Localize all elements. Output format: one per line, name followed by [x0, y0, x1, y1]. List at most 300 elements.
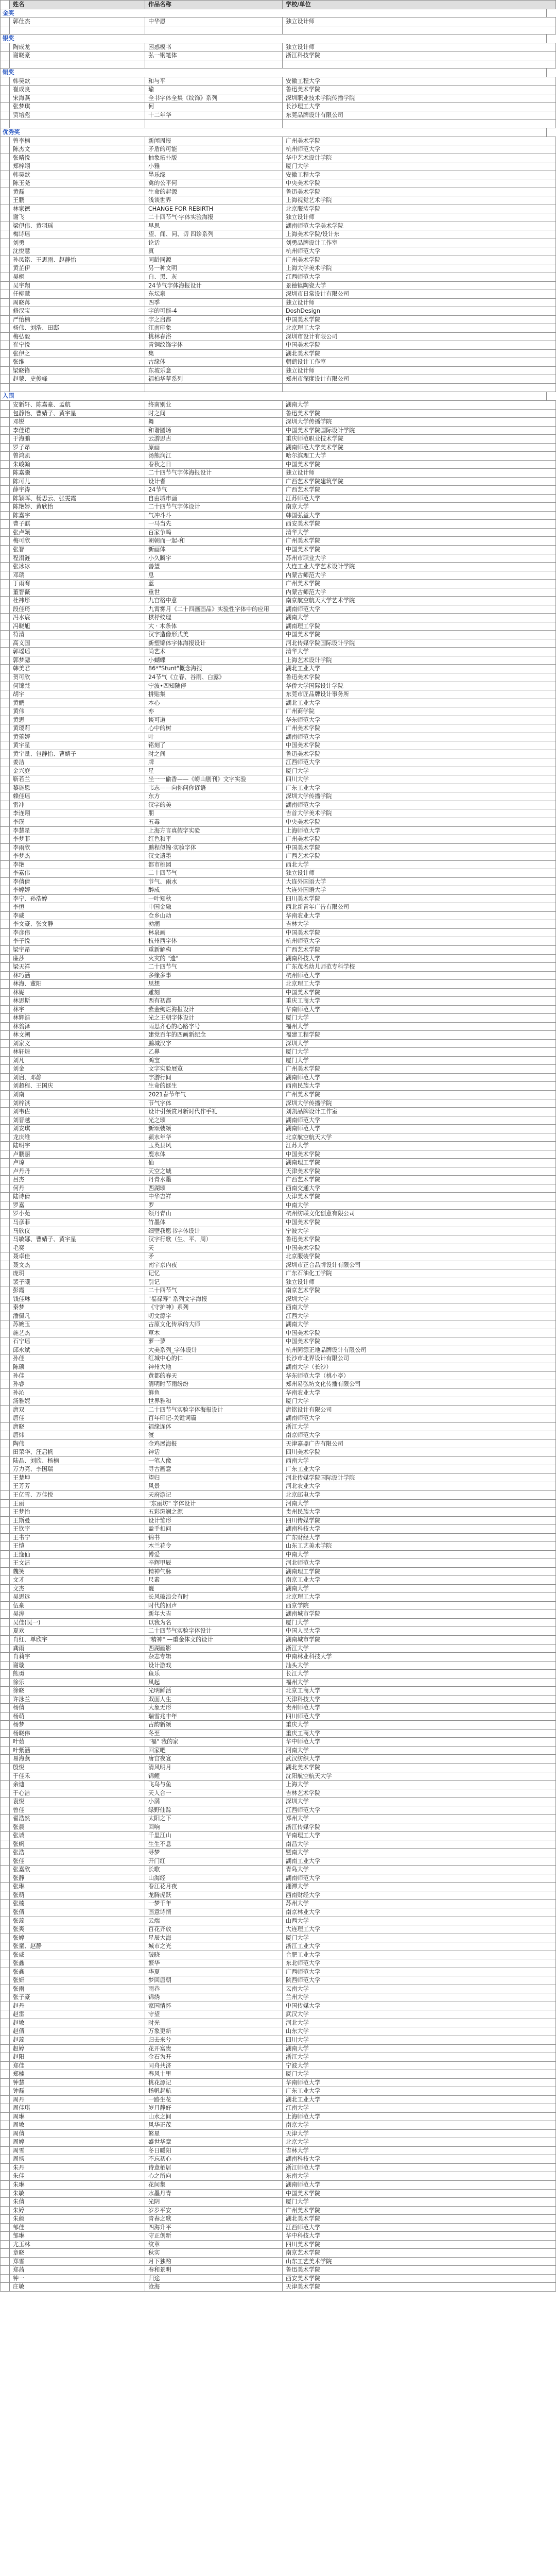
table-row: [0, 1184, 556, 1193]
cell-name: 修汉宝: [9, 307, 145, 315]
row-marker: [0, 1244, 9, 1252]
table-row: [0, 1363, 556, 1372]
cell-school: 广西艺术学院: [282, 852, 556, 860]
cell-name: 周婷: [9, 2138, 145, 2146]
cell-name: 张雨: [9, 1985, 145, 1993]
table-row: [0, 1150, 556, 1159]
cell-name: 朱丹: [9, 2164, 145, 2172]
cell-work: 福柏华草系列: [145, 375, 282, 383]
cell-work: 光之王朝字体设计: [145, 1014, 282, 1022]
table-row: [0, 1959, 556, 1968]
cell-name: 李子悦: [9, 937, 145, 945]
table-row: [0, 1747, 556, 1755]
cell-work: 小蝴蝶: [145, 656, 282, 665]
row-marker: [0, 230, 9, 239]
cell-work: 鲜鱼: [145, 1389, 282, 1397]
row-marker: [0, 1679, 9, 1687]
table-row: [0, 2266, 556, 2275]
table-row: [0, 1721, 556, 1730]
cell-school: 天津嘉鼎广告有限公司: [282, 1440, 556, 1448]
cell-work: "东丽坊" 字体设计: [145, 1500, 282, 1508]
table-row: [0, 401, 556, 410]
cell-work: 世界雅和: [145, 1397, 282, 1405]
cell-work: CHANGE FOR REBIRTH: [145, 205, 282, 213]
cell-school: 清华大学: [282, 529, 556, 537]
cell-work: 《守护神》系列: [145, 1303, 282, 1312]
cell-name: 曾李楠: [9, 137, 145, 145]
cell-work: 和与平: [145, 77, 282, 86]
cell-school: 广西艺术学院建筑学院: [282, 478, 556, 486]
cell-work: 星: [145, 767, 282, 775]
cell-name: 文杰: [9, 1585, 145, 1593]
row-marker: [0, 699, 9, 707]
cell-name: 李彦伟: [9, 929, 145, 937]
cell-school: 湖南大学: [282, 2045, 556, 2053]
cell-school: 福州大学: [282, 1679, 556, 1687]
row-marker: [0, 1440, 9, 1448]
cell-school: 湖南城市学院: [282, 1636, 556, 1644]
cell-school: 厦门大学: [282, 1057, 556, 1065]
cell-name: 周琳: [9, 2113, 145, 2121]
row-marker: [0, 903, 9, 911]
row-marker: [0, 1431, 9, 1439]
table-row: [0, 1320, 556, 1329]
cell-work: 四海升平: [145, 2224, 282, 2232]
cell-school: 中国美术学院: [282, 844, 556, 852]
row-marker: [0, 239, 9, 247]
cell-work: 渡: [145, 1431, 282, 1439]
table-row: [0, 1244, 556, 1253]
cell-name: 林巧涵: [9, 972, 145, 980]
cell-work: 城市之光: [145, 1942, 282, 1951]
row-marker: [0, 503, 9, 511]
cell-name: 林轩煌: [9, 1048, 145, 1056]
cell-name: 谢晓豪: [9, 52, 145, 60]
cell-work: 棋杼纹理: [145, 614, 282, 622]
table-row: [0, 665, 556, 673]
cell-school: 大连外国语大学: [282, 886, 556, 894]
cell-name: 叶茹: [9, 1738, 145, 1746]
cell-work: 冬至: [145, 1730, 282, 1738]
cell-work: 巍: [145, 1585, 282, 1593]
cell-work: 繁华: [145, 1959, 282, 1968]
cell-school: 苏州市职业大学: [282, 554, 556, 563]
cell-school: 深圳大学: [282, 1295, 556, 1303]
table-row: [0, 707, 556, 716]
cell-work: 锦鲤: [145, 1772, 282, 1781]
cell-work: 抽象拓扑版: [145, 154, 282, 162]
cell-school: 华中艺术设计学院: [282, 154, 556, 162]
cell-name: 邹佳: [9, 2224, 145, 2232]
row-marker: [0, 1142, 9, 1150]
cell-name: [9, 120, 145, 128]
cell-school: 唐铭设计有限公司: [282, 1406, 556, 1414]
table-row: [0, 1176, 556, 1184]
cell-work: 竹墨体: [145, 1218, 282, 1227]
cell-work: 一路生花: [145, 2096, 282, 2104]
row-marker: [0, 2010, 9, 2019]
cell-name: 孙沁: [9, 1389, 145, 1397]
row-marker: [0, 1406, 9, 1414]
cell-name: 黄宇星: [9, 741, 145, 750]
table-row: [0, 2155, 556, 2164]
cell-school: 安徽工程大学: [282, 171, 556, 179]
cell-work: 春秋之日: [145, 461, 282, 469]
cell-name: 黎施恩: [9, 784, 145, 792]
cell-school: 江西师范大学: [282, 758, 556, 767]
cell-work: 光明鲜活: [145, 1687, 282, 1695]
cell-work: 江南印象: [145, 324, 282, 332]
cell-name: 林辉浩: [9, 1014, 145, 1022]
table-row: [0, 282, 556, 291]
table-row: [0, 2224, 556, 2232]
cell-name: 孙凤铭、王思雨、赵静怡: [9, 256, 145, 264]
row-marker: [0, 1593, 9, 1601]
cell-work: 盈手扣问: [145, 1525, 282, 1533]
row-marker: [0, 1091, 9, 1099]
cell-name: 张静: [9, 1874, 145, 1883]
cell-school: 独立设计师: [282, 869, 556, 877]
cell-school: 西京学院: [282, 1602, 556, 1610]
cell-work: 冬日暖阳: [145, 2147, 282, 2155]
cell-school: 华南师范大学: [282, 2079, 556, 2087]
table-row: [0, 1389, 556, 1398]
cell-work: 萝一萝: [145, 1337, 282, 1346]
table-row: [0, 1900, 556, 1908]
cell-work: 寻梦: [145, 1849, 282, 1857]
cell-name: 刘金: [9, 1065, 145, 1073]
cell-work: 春和景明: [145, 2266, 282, 2274]
cell-work: 2021春节年气: [145, 1091, 282, 1099]
cell-work: 尺素: [145, 1576, 282, 1584]
cell-work: 古韵新颂: [145, 1721, 282, 1729]
cell-work: 一梦千年: [145, 1900, 282, 1908]
row-marker: [0, 1976, 9, 1985]
cell-name: 翟浩然: [9, 1815, 145, 1823]
cell-work: 金鸡展海报: [145, 1440, 282, 1448]
cell-work: 水墨丹青: [145, 2190, 282, 2198]
table-row: [0, 818, 556, 827]
row-marker: [0, 1900, 9, 1908]
cell-school: 福州大学: [282, 1023, 556, 1031]
row-marker: [0, 1269, 9, 1278]
cell-work: 桃花源记: [145, 2079, 282, 2087]
cell-school: 中国传媒大学: [282, 2002, 556, 2010]
cell-school: 广州美术学院: [282, 2207, 556, 2215]
row-marker: [0, 554, 9, 563]
row-marker: [0, 52, 9, 60]
table-row: [0, 1372, 556, 1381]
cell-work: 五毒: [145, 818, 282, 826]
cell-name: 王楚坤: [9, 1474, 145, 1482]
table-row: [0, 1295, 556, 1304]
row-marker: [0, 1150, 9, 1159]
cell-work: 红色和平: [145, 835, 282, 843]
cell-school: 中国美术学院: [282, 1218, 556, 1227]
row-marker: [0, 1380, 9, 1388]
cell-name: 张倩: [9, 1908, 145, 1917]
cell-school: 河北传媒学院国际设计学院: [282, 639, 556, 648]
cell-school: 杭州师范大学: [282, 247, 556, 256]
row-marker: [0, 844, 9, 852]
cell-school: 中国美术学院: [282, 1329, 556, 1337]
table-row: [0, 972, 556, 980]
table-row: [0, 1789, 556, 1798]
row-marker: [0, 1542, 9, 1550]
row-marker: [0, 716, 9, 724]
cell-school: 杭州师范大学: [282, 145, 556, 154]
row-marker: [0, 537, 9, 545]
table-row: [0, 1261, 556, 1270]
cell-name: 马欣仪: [9, 1227, 145, 1235]
cell-school: 河北传媒学院国际设计学院: [282, 1474, 556, 1482]
cell-school: 西南财经大学: [282, 1891, 556, 1900]
table-row: [0, 775, 556, 784]
cell-school: 沈阳航空航天大学: [282, 1772, 556, 1781]
cell-work: 重世: [145, 588, 282, 597]
table-row: [0, 903, 556, 912]
cell-name: 尤玉林: [9, 2241, 145, 2249]
cell-work: 矛: [145, 1252, 282, 1261]
table-row: [0, 733, 556, 742]
row-marker: [0, 946, 9, 954]
cell-work: 亦: [145, 707, 282, 716]
cell-school: 江西师范大学: [282, 273, 556, 281]
cell-school: 西安美术学院: [282, 520, 556, 528]
table-row: [0, 716, 556, 725]
table-row: [0, 546, 556, 554]
cell-work: 草木: [145, 1329, 282, 1337]
cell-name: 金兴庭: [9, 767, 145, 775]
table-row: [0, 2045, 556, 2054]
cell-work: 古缘体: [145, 358, 282, 366]
cell-work: 归途: [145, 2275, 282, 2283]
row-marker: [0, 1662, 9, 1670]
row-marker: [0, 358, 9, 366]
cell-name: 钟一: [9, 2275, 145, 2283]
row-marker: [0, 1730, 9, 1738]
row-marker: [0, 213, 9, 222]
cell-work: 新塑锦体字体海报设计: [145, 639, 282, 648]
row-marker: [0, 529, 9, 537]
cell-school: 中国美术学院: [282, 2190, 556, 2198]
cell-work: 杂志专辑: [145, 1653, 282, 1661]
cell-name: 周倩: [9, 2130, 145, 2138]
cell-name: 吴佳(吴一): [9, 1619, 145, 1627]
cell-name: 徐晓: [9, 1687, 145, 1695]
cell-work: 二十四节气: [145, 869, 282, 877]
cell-work: 设计游戏: [145, 1662, 282, 1670]
cell-name: 陈硕: [9, 1363, 145, 1371]
table-row: [0, 1823, 556, 1832]
cell-school: 湘潭大学: [282, 1883, 556, 1891]
table-row: [0, 1968, 556, 1977]
table-row: [0, 452, 556, 461]
row-marker: [0, 1568, 9, 1576]
cell-work: 二十四节气: [145, 1286, 282, 1295]
cell-work: 不忘初心: [145, 2155, 282, 2163]
table-row: [0, 1329, 556, 1338]
table-row: [0, 827, 556, 836]
table-row: [0, 844, 556, 853]
table-row: [0, 2207, 556, 2215]
row-marker: [0, 1176, 9, 1184]
cell-school: 兰州大学: [282, 1993, 556, 2002]
table-row: [0, 1866, 556, 1874]
table-row: [0, 955, 556, 963]
cell-school: 西北大学: [282, 861, 556, 869]
cell-work: 二十四节气: [145, 963, 282, 971]
cell-work: 本心: [145, 699, 282, 707]
row-marker: [0, 1023, 9, 1031]
row-marker: [0, 980, 9, 988]
cell-name: 吴宇翔: [9, 282, 145, 290]
row-marker: [0, 94, 9, 103]
row-marker: [0, 1559, 9, 1567]
table-row: [0, 1832, 556, 1840]
cell-school: 河南大学: [282, 1747, 556, 1755]
table-row: [0, 1465, 556, 1474]
cell-school: 北京服装学院: [282, 1252, 556, 1261]
section-title-row: [0, 9, 556, 18]
row-marker: [0, 1985, 9, 1993]
row-marker: [0, 1423, 9, 1431]
row-marker: [0, 1925, 9, 1934]
cell-name: 李雨欣: [9, 844, 145, 852]
cell-school: 湖北工业大学: [282, 699, 556, 707]
table-row: [0, 1354, 556, 1363]
cell-name: 林海、董阳: [9, 980, 145, 988]
row-marker: [0, 2147, 9, 2155]
row-marker: [0, 818, 9, 826]
cell-work: 汉文遗墨: [145, 852, 282, 860]
cell-name: 钟磊: [9, 2087, 145, 2095]
table-row: [0, 43, 556, 52]
table-row: [0, 1048, 556, 1057]
table-row: [0, 2147, 556, 2156]
cell-school: 华南农业大学: [282, 912, 556, 920]
cell-school: 中南大学: [282, 1551, 556, 1559]
cell-name: 朱倩: [9, 2198, 145, 2206]
cell-name: 符清: [9, 631, 145, 639]
cell-work: 二十四节气字体海报设计: [145, 469, 282, 477]
cell-school: 宁波大学: [282, 2062, 556, 2070]
cell-name: 唐双: [9, 1406, 145, 1414]
table-row: [0, 1065, 556, 1074]
table-row: [0, 1116, 556, 1125]
cell-name: 潘佩凡: [9, 1312, 145, 1320]
table-row: [0, 648, 556, 656]
row-marker: [0, 273, 9, 281]
row-marker: [0, 989, 9, 997]
cell-name: 王恺: [9, 1542, 145, 1550]
cell-name: 林翁泽: [9, 1023, 145, 1031]
cell-work: 罗: [145, 1201, 282, 1210]
cell-work: 新年大吉: [145, 1610, 282, 1618]
cell-name: 张嘉欣: [9, 1866, 145, 1874]
row-marker: [0, 955, 9, 963]
cell-work: 福缘连体: [145, 1423, 282, 1431]
row-marker: [0, 1500, 9, 1508]
cell-name: 苏婉玉: [9, 1320, 145, 1329]
cell-name: 梁天祥: [9, 963, 145, 971]
cell-school: 四川大学: [282, 2036, 556, 2044]
cell-school: 内蒙古师范大学: [282, 588, 556, 597]
cell-school: 天津美术学院: [282, 1193, 556, 1201]
cell-work: 千里江山: [145, 1832, 282, 1840]
table-row: [0, 1815, 556, 1823]
row-marker: [0, 1704, 9, 1712]
row-marker: [0, 1397, 9, 1405]
cell-name: 林家德: [9, 205, 145, 213]
table-row: [0, 512, 556, 520]
cell-school: 华东师范大学: [282, 716, 556, 724]
cell-work: 拼贴集: [145, 690, 282, 699]
table-row: [0, 588, 556, 597]
cell-name: 刘家文: [9, 1040, 145, 1048]
cell-name: 李嘉伟: [9, 869, 145, 877]
row-marker: [0, 2198, 9, 2206]
cell-name: 刘韦佐: [9, 1108, 145, 1116]
cell-work: 星辰大海: [145, 1934, 282, 1942]
table-row: [0, 196, 556, 205]
cell-work: 鹿水体: [145, 1150, 282, 1159]
cell-name: 孙佳: [9, 1372, 145, 1380]
cell-name: 贾培彪: [9, 111, 145, 120]
row-marker: [0, 775, 9, 784]
table-row: [0, 247, 556, 256]
cell-work: 回响: [145, 1823, 282, 1832]
cell-work: 红城中心的仁: [145, 1354, 282, 1363]
cell-name: 刘晋越: [9, 1116, 145, 1125]
table-row: [0, 946, 556, 955]
row-marker: [0, 299, 9, 307]
table-row: [0, 1568, 556, 1577]
cell-name: 于海鹏: [9, 435, 145, 443]
table-row: [0, 205, 556, 214]
cell-work: 山海经: [145, 1874, 282, 1883]
cell-work: 中国金融: [145, 903, 282, 911]
cell-school: 江苏师范大学: [282, 495, 556, 503]
cell-school: 华南理工大学: [282, 1832, 556, 1840]
cell-name: 程涓涟: [9, 554, 145, 563]
cell-work: 新闻周报: [145, 137, 282, 145]
cell-name: 曾鸿凯: [9, 452, 145, 460]
cell-name: 赵阳: [9, 2053, 145, 2061]
cell-work: 以我为名: [145, 1619, 282, 1627]
cell-school: 重庆大学: [282, 1721, 556, 1729]
row-marker: [0, 571, 9, 580]
cell-name: 谢璇: [9, 1662, 145, 1670]
row-marker: [0, 1286, 9, 1295]
cell-school: 西南交通大学: [282, 1184, 556, 1193]
cell-work: "福禄寿" 系列文字海报: [145, 1295, 282, 1303]
cell-name: 罗小苑: [9, 1210, 145, 1218]
row-marker: [0, 997, 9, 1005]
row-marker: [0, 912, 9, 920]
row-marker: [0, 43, 9, 52]
cell-school: 广东财经大学: [282, 1534, 556, 1542]
row-marker: [0, 2181, 9, 2189]
row-marker: [0, 1653, 9, 1661]
table-row: [0, 1312, 556, 1321]
table-row: [0, 1738, 556, 1747]
cell-work: 精神气脉: [145, 1568, 282, 1576]
cell-school: 杭州师范大学: [282, 937, 556, 945]
cell-school: 云南大学: [282, 1985, 556, 1993]
row-marker: [0, 162, 9, 171]
row-marker: [0, 1167, 9, 1176]
